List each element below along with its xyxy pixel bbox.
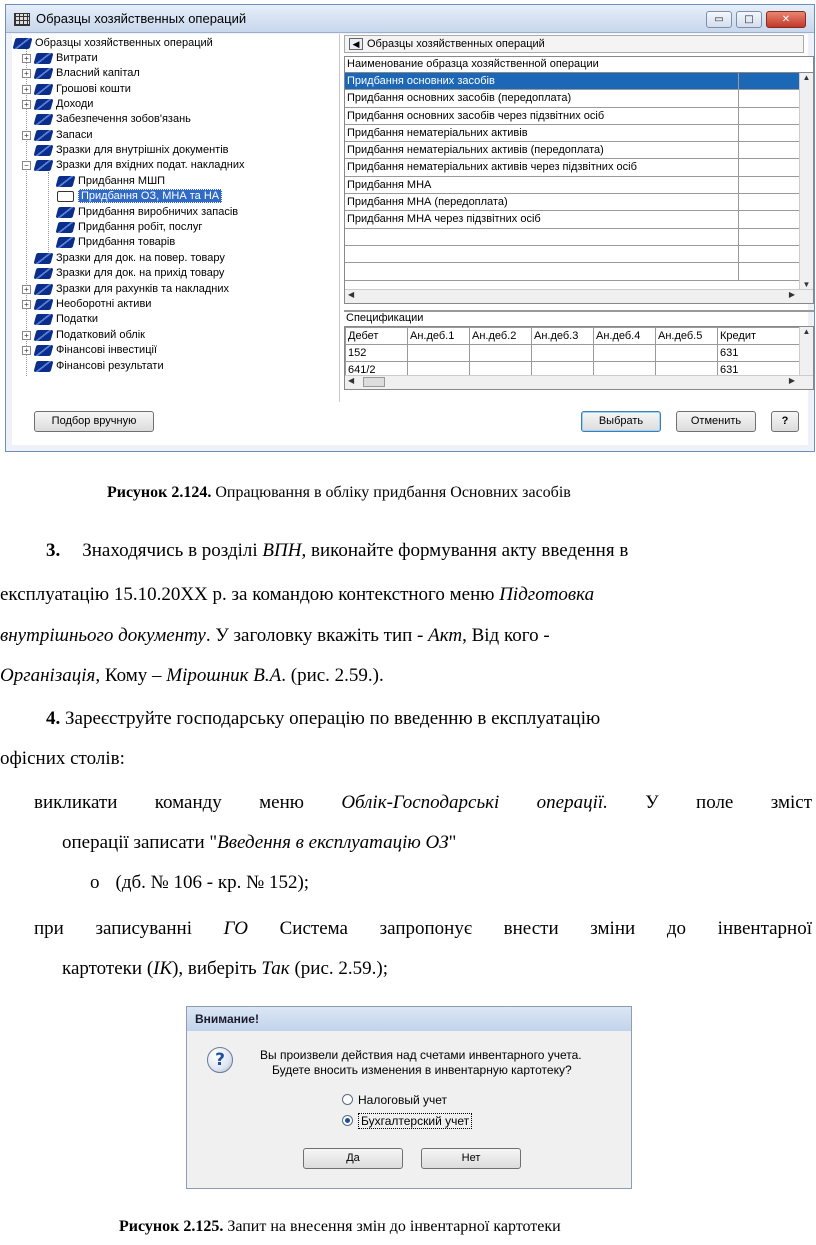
expand-icon[interactable]: +: [22, 331, 31, 340]
dialog-message: Вы произвели действия над счетами инвентарного учета. Будете вносить изменения в инвентарную картотеку?: [260, 1048, 582, 1077]
tree-item[interactable]: + Доходи: [22, 97, 93, 112]
spec-col-an4: Ан.деб.4: [594, 328, 656, 345]
horizontal-scrollbar[interactable]: ◀ ▶: [345, 375, 813, 389]
radio-icon: [342, 1094, 353, 1105]
specifications-label: Спецификации: [344, 310, 814, 324]
spec-col-an5: Ан.деб.5: [656, 328, 718, 345]
spec-col-an1: Ан.деб.1: [408, 328, 470, 345]
book-icon: [34, 314, 54, 325]
table-row[interactable]: Придбання нематеріальних активів: [345, 125, 813, 142]
tree-subitem[interactable]: Придбання МШП: [57, 174, 165, 189]
category-tree: [12, 34, 340, 402]
tree-subitem[interactable]: Придбання виробничих запасів: [57, 205, 238, 220]
breadcrumb: ◀ Образцы хозяйственных операций: [344, 35, 804, 53]
tree-item[interactable]: − Зразки для вхідних подат. накладних: [22, 158, 245, 173]
tree-item[interactable]: Фінансові результати: [35, 359, 164, 374]
table-row[interactable]: Придбання нематеріальних активів (передоплата): [345, 142, 813, 159]
spec-col-credit: Кредит: [718, 328, 800, 345]
cancel-button[interactable]: Отменить: [676, 411, 756, 432]
close-button[interactable]: ✕: [766, 11, 806, 28]
table-row[interactable]: [345, 246, 813, 263]
sub-bullet: o (дб. № 106 - кр. № 152);: [90, 872, 310, 893]
radio-selected-icon: [342, 1115, 353, 1126]
confirmation-dialog: [186, 1006, 632, 1189]
expand-icon[interactable]: +: [22, 85, 31, 94]
back-arrow-icon[interactable]: ◀: [349, 38, 363, 50]
table-row[interactable]: Придбання основних засобів (передоплата): [345, 90, 813, 107]
bullet-1-line-2: операції записати "Введення в експлуатацію ОЗ": [62, 832, 457, 853]
tree-subitem[interactable]: Придбання робіт, послуг: [57, 220, 202, 235]
book-icon: [34, 68, 54, 79]
expand-icon[interactable]: +: [22, 285, 31, 294]
manual-select-button[interactable]: Подбор вручную: [34, 411, 154, 432]
table-row[interactable]: Придбання основних засобів через підзвітних осіб: [345, 108, 813, 125]
tree-item[interactable]: + Зразки для рахунків та накладних: [22, 282, 229, 297]
book-icon: [34, 253, 54, 264]
templates-grid: [344, 56, 814, 304]
tree-item[interactable]: Зразки для док. на прихід товару: [35, 266, 224, 281]
tree-subitem[interactable]: Придбання товарів: [57, 235, 175, 250]
templates-pane: [344, 34, 811, 402]
bullet-2-line-1: при записуванні ГО Система запропонує внести зміни до інвентарної: [34, 918, 813, 939]
figure-caption-2: Рисунок 2.125. Запит на внесення змін до інвентарної картотеки: [119, 1218, 561, 1235]
help-button[interactable]: ?: [771, 411, 799, 432]
tree-item[interactable]: Податки: [35, 312, 98, 327]
minimize-button[interactable]: ▭: [706, 11, 732, 28]
table-row[interactable]: 641/2 631: [346, 362, 800, 379]
tree-subitem-selected[interactable]: Придбання ОЗ, МНА та НА: [57, 189, 222, 204]
book-icon: [34, 330, 54, 341]
book-icon: [34, 130, 54, 141]
yes-button[interactable]: Да: [303, 1148, 403, 1169]
radio-tax-accounting[interactable]: Налоговый учет: [342, 1092, 447, 1109]
radio-financial-accounting[interactable]: Бухгалтерский учет: [342, 1113, 472, 1130]
tree-item[interactable]: Забезпечення зобов'язань: [35, 112, 191, 127]
horizontal-scrollbar[interactable]: ◀ ▶: [345, 289, 813, 303]
collapse-icon[interactable]: −: [22, 161, 31, 170]
book-icon: [34, 114, 54, 125]
book-icon: [34, 53, 54, 64]
window-client: [12, 34, 811, 445]
table-row[interactable]: Придбання основних засобів: [345, 73, 813, 90]
table-row[interactable]: 152 631: [346, 345, 800, 362]
tree-item[interactable]: Зразки для внутрішніх документів: [35, 143, 229, 158]
tree-root[interactable]: Образцы хозяйственных операций: [14, 36, 213, 51]
table-row[interactable]: [345, 263, 813, 280]
book-icon: [34, 299, 54, 310]
paragraph-3-line-2: експлуатацію 15.10.20ХХ р. за командою контекстного меню Підготовка: [0, 584, 595, 605]
book-icon: [34, 361, 54, 372]
spec-header-row: [346, 328, 800, 345]
paragraph-3-line-3: внутрішнього документу. У заголовку вкажіть тип - Акт, Від кого -: [0, 625, 550, 646]
book-icon: [34, 99, 54, 110]
bullet-2-line-2: картотеки (ІК), виберіть Так (рис. 2.59.);: [62, 958, 388, 979]
dialog-title: Внимание!: [187, 1007, 631, 1031]
tree-item[interactable]: + Необоротні активи: [22, 297, 151, 312]
figure-caption-1: Рисунок 2.124. Опрацювання в обліку придбання Основних засобів: [107, 484, 571, 501]
spec-col-an3: Ан.деб.3: [532, 328, 594, 345]
open-book-icon: [57, 191, 74, 202]
question-icon: ?: [207, 1047, 233, 1073]
grid-header: Наименование образца хозяйственной операции: [345, 57, 813, 73]
book-icon: [34, 268, 54, 279]
vertical-scrollbar[interactable]: ▲: [799, 327, 813, 375]
expand-icon[interactable]: +: [22, 300, 31, 309]
no-button[interactable]: Нет: [421, 1148, 521, 1169]
select-button[interactable]: Выбрать: [581, 411, 661, 432]
book-icon: [34, 284, 54, 295]
maximize-button[interactable]: □: [736, 11, 762, 28]
book-icon: [56, 222, 76, 233]
tree-item[interactable]: Зразки для док. на повер. товару: [35, 251, 225, 266]
spec-col-debit: Дебет: [346, 328, 408, 345]
book-icon: [56, 207, 76, 218]
tree-item[interactable]: + Грошові кошти: [22, 82, 131, 97]
expand-icon[interactable]: +: [22, 54, 31, 63]
vertical-scrollbar[interactable]: ▲ ▼: [799, 73, 813, 289]
paragraph-3-line-1: 3. Знаходячись в розділі ВПН, виконайте формування акту введення в: [46, 540, 629, 561]
spec-col-an2: Ан.деб.2: [470, 328, 532, 345]
tree-item[interactable]: + Витрати: [22, 51, 98, 66]
tree-item[interactable]: + Власний капітал: [22, 66, 140, 81]
tree-item[interactable]: + Фінансові інвестиції: [22, 343, 157, 358]
book-icon: [34, 84, 54, 95]
book-icon: [34, 345, 54, 356]
expand-icon[interactable]: +: [22, 100, 31, 109]
tree-item[interactable]: + Запаси: [22, 128, 92, 143]
specifications-grid: [344, 326, 814, 390]
book-icon: [56, 237, 76, 248]
table-row[interactable]: Придбання МНА: [345, 177, 813, 194]
table-icon: [14, 13, 30, 26]
templates-window: [5, 4, 815, 452]
book-icon: [34, 160, 54, 171]
title-bar: [6, 5, 814, 33]
paragraph-3-line-4: Організація, Кому – Мірошник В.А. (рис. 2.59.).: [0, 665, 384, 686]
expand-icon[interactable]: +: [22, 131, 31, 140]
book-icon: [56, 176, 76, 187]
table-row[interactable]: Придбання нематеріальних активів через підзвітних осіб: [345, 159, 813, 176]
table-row[interactable]: [345, 229, 813, 246]
tree-item[interactable]: + Податковий облік: [22, 328, 145, 343]
window-title: Образцы хозяйственных операций: [36, 11, 247, 26]
paragraph-4-line-1: 4. Зареєструйте господарську операцію по введенню в експлуатацію: [46, 708, 601, 729]
paragraph-4-line-2: офісних столів:: [0, 748, 125, 769]
expand-icon[interactable]: +: [22, 346, 31, 355]
table-row[interactable]: Придбання МНА (передоплата): [345, 194, 813, 211]
expand-icon[interactable]: +: [22, 69, 31, 78]
bullet-1-line-1: викликати команду меню Облік-Господарські операції. У поле зміст: [34, 792, 812, 813]
table-row[interactable]: Придбання МНА через підзвітних осіб: [345, 211, 813, 228]
book-icon: [34, 145, 54, 156]
book-icon: [13, 38, 33, 49]
